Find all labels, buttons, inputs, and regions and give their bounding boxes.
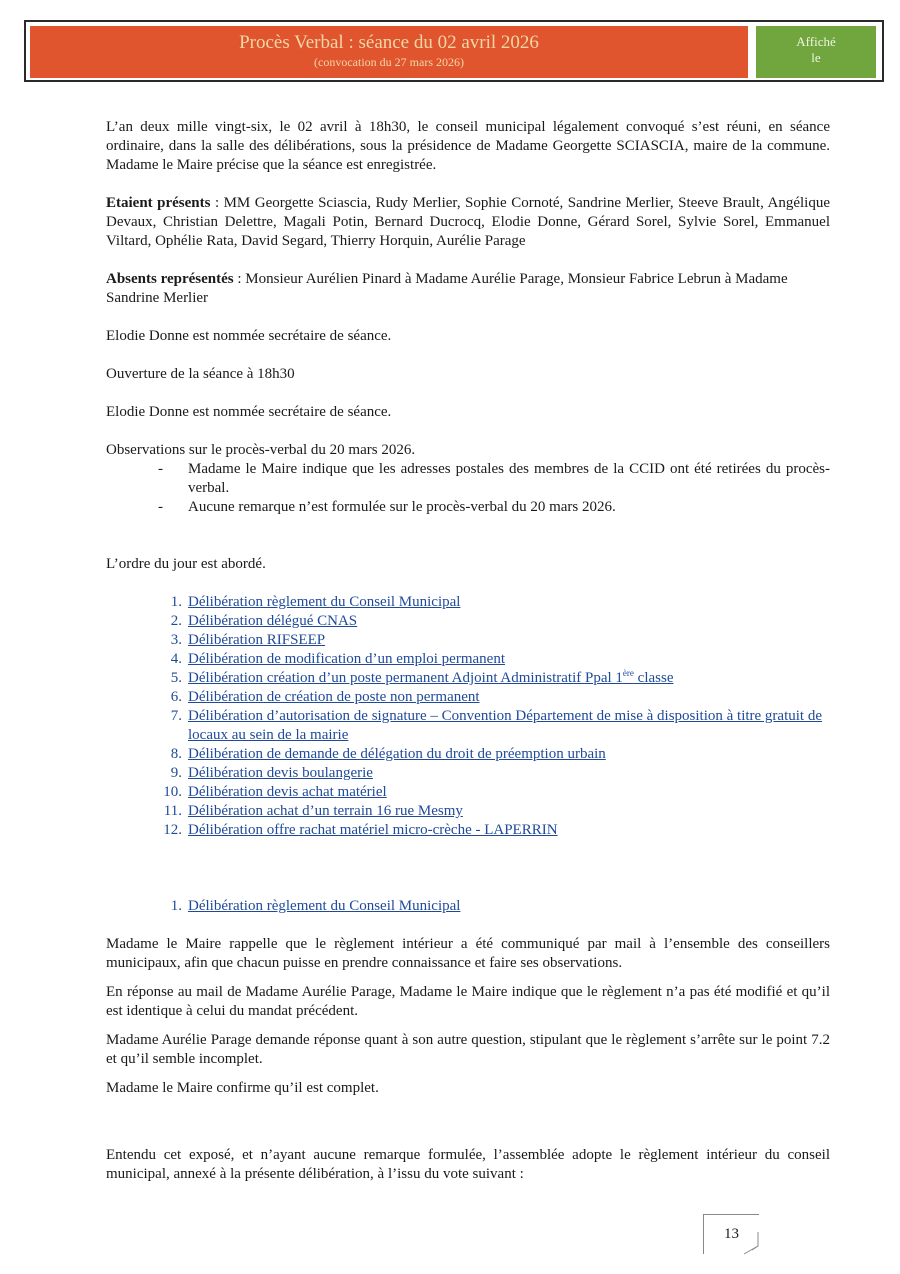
page-curl-icon — [742, 1232, 762, 1256]
agenda-item[interactable]: 4. Délibération de modification d’un emploi permanent — [170, 651, 505, 667]
agenda-link[interactable]: Délibération d’autorisation de signature – Convention Département de mise à disposition à titre gratuit de locaux au sein de la mairie — [188, 708, 822, 743]
agenda-intro: L’ordre du jour est abordé. — [106, 556, 266, 572]
document-body — [106, 118, 830, 1184]
section-heading[interactable]: 1. Délibération règlement du Conseil Municipal — [170, 898, 461, 914]
agenda-list — [106, 593, 830, 840]
absent-list: : Monsieur Aurélien Pinard à Madame Aurélie Parage, Monsieur Fabrice Lebrun à Madame Sandrine Merlier — [106, 271, 788, 306]
agenda-link[interactable]: Délibération de modification d’un emploi permanent — [188, 651, 505, 667]
present-label: Etaient présents — [106, 195, 211, 211]
agenda-link[interactable]: Délibération de demande de délégation du droit de préemption urbain — [188, 746, 606, 762]
convocation-subtitle: (convocation du 27 mars 2026) — [314, 55, 464, 69]
agenda-link[interactable]: Délibération achat d’un terrain 16 rue Mesmy — [188, 803, 463, 819]
stamp-line-2: le — [811, 50, 821, 65]
list-item: - Aucune remarque n’est formulée sur le procès-verbal du 20 mars 2026. — [158, 499, 616, 515]
observations-title: Observations sur le procès-verbal du 20 mars 2026. — [106, 442, 416, 458]
agenda-item[interactable]: 6. Délibération de création de poste non permanent — [170, 689, 480, 705]
list-item: - Madame le Maire indique que les adresses postales des membres de la CCID ont été retirées du procès-verbal. — [158, 461, 830, 496]
conclusion-paragraph: Entendu cet exposé, et n’ayant aucune remarque formulée, l’assemblée adopte le règlement intérieur du conseil municipal, annexé à la présente délibération, à l’issu du vote suivant : — [106, 1147, 830, 1182]
agenda-link[interactable]: Délibération règlement du Conseil Municipal — [188, 594, 461, 610]
intro-paragraph: L’an deux mille vingt-six, le 02 avril à 18h30, le conseil municipal légalement convoqué s’est réuni, en séance ordinaire, dans la salle des délibérations, sous la présidence de Madame Georgette SCIASCIA, maire de la commune. Madame le Maire précise que la séance est enregistrée. — [106, 119, 830, 173]
title-banner — [30, 26, 748, 78]
absent-paragraph — [106, 270, 830, 308]
document-header — [24, 20, 884, 82]
agenda-item[interactable]: 8. Délibération de demande de délégation du droit de préemption urbain — [170, 746, 606, 762]
secretary-paragraph-1: Elodie Donne est nommée secrétaire de séance. — [106, 328, 392, 344]
present-paragraph — [106, 194, 830, 251]
page-title: Procès Verbal : séance du 02 avril 2026 — [239, 32, 539, 53]
opening-paragraph: Ouverture de la séance à 18h30 — [106, 366, 295, 382]
agenda-item[interactable]: 11. Délibération achat d’un terrain 16 rue Mesmy — [163, 803, 463, 819]
section-paragraph: Madame le Maire confirme qu’il est complet. — [106, 1080, 379, 1096]
secretary-paragraph-2: Elodie Donne est nommée secrétaire de séance. — [106, 404, 392, 420]
section-paragraph: Madame le Maire rappelle que le règlement intérieur a été communiqué par mail à l’ensemble des conseillers municipaux, afin que chacun puisse en prendre connaissance et faire ses observations. — [106, 936, 830, 971]
page-number: 13 — [703, 1214, 759, 1254]
section-paragraph: En réponse au mail de Madame Aurélie Parage, Madame le Maire indique que le règlement n’a pas été modifié et qu’il est identique à celui du mandat précédent. — [106, 984, 830, 1019]
agenda-item[interactable]: 10. Délibération devis achat matériel — [163, 784, 387, 800]
agenda-item[interactable]: 12. Délibération offre rachat matériel micro-crèche - LAPERRIN — [163, 822, 558, 838]
section-title-link[interactable]: Délibération règlement du Conseil Municipal — [188, 898, 461, 914]
section-paragraph: Madame Aurélie Parage demande réponse quant à son autre question, stipulant que le règlement s’arrête sur le point 7.2 et qu’il semble incomplet. — [106, 1032, 830, 1067]
agenda-item[interactable]: 7. Délibération d’autorisation de signature – Convention Département de mise à disposition à titre gratuit de locaux au sein de la mairie — [170, 708, 822, 743]
agenda-link[interactable]: Délibération devis boulangerie — [188, 765, 373, 781]
agenda-item[interactable]: 1. Délibération règlement du Conseil Municipal — [170, 594, 461, 610]
agenda-link[interactable]: Délibération délégué CNAS — [188, 613, 358, 629]
present-list: : MM Georgette Sciascia, Rudy Merlier, Sophie Cornoté, Sandrine Merlier, Steeve Brault, Angélique Devaux, Christian Delettre, Magali Potin, Bernard Ducrocq, Elodie Donne, Gérard Sorel, Sylvie Sorel, Emmanuel Viltard, Ophélie Rata, David Segard, Thierry Horquin, Aurélie Parage — [106, 195, 830, 249]
observations-list — [106, 460, 830, 517]
display-stamp — [756, 26, 876, 78]
agenda-item[interactable]: 3. Délibération RIFSEEP — [170, 632, 326, 648]
agenda-item[interactable]: 2. Délibération délégué CNAS — [170, 613, 358, 629]
absent-label: Absents représentés — [106, 271, 234, 287]
stamp-line-1: Affiché — [796, 34, 836, 49]
agenda-link[interactable]: Délibération offre rachat matériel micro-crèche - LAPERRIN — [188, 822, 558, 838]
agenda-link[interactable]: Délibération devis achat matériel — [188, 784, 387, 800]
agenda-link[interactable]: Délibération de création de poste non permanent — [188, 689, 480, 705]
agenda-item[interactable]: 5. Délibération création d’un poste permanent Adjoint Administratif Ppal 1ère classe — [170, 668, 674, 686]
agenda-item[interactable]: 9. Délibération devis boulangerie — [170, 765, 373, 781]
agenda-link[interactable]: Délibération création d’un poste permanent Adjoint Administratif Ppal 1ère classe — [188, 668, 674, 686]
agenda-link[interactable]: Délibération RIFSEEP — [188, 632, 326, 648]
